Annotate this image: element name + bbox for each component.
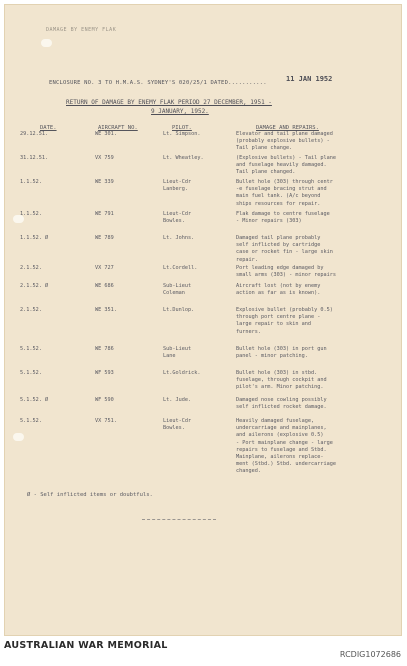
row-aircraft: VX 727 — [95, 265, 114, 271]
row-pilot: Bowles. — [163, 218, 185, 225]
row-damage: action as far as is known). — [236, 290, 321, 297]
row-date: 2.1.52. Ø — [20, 283, 49, 289]
row-damage: self inflicted rocket damage. — [236, 404, 327, 411]
row-pilot: Lanberg. — [163, 186, 188, 193]
row-damage: Explosive bullet (probably 0.5) — [236, 307, 333, 313]
row-damage: Bullet hole (303) in stbd. — [236, 370, 318, 376]
enclosure-line: ENCLOSURE NO. 3 TO H.M.A.S. SYDNEY'S 020/25/1 DATED........... — [49, 80, 267, 86]
row-date: 5.1.52. — [20, 370, 42, 376]
faded-header-stamp: DAMAGE BY ENEMY FLAK — [46, 27, 117, 33]
row-damage: Heavily damaged fuselage, — [236, 418, 315, 424]
row-pilot: Lt.Cordell. — [163, 265, 198, 271]
row-damage: Damaged tail plane probably — [236, 235, 321, 241]
row-damage: main fuel tank. (A/c beyond — [236, 193, 321, 200]
footnote: Ø - Self inflicted items or doubtfuls. — [27, 492, 153, 498]
row-damage: -e fuselage bracing strut and — [236, 186, 327, 193]
row-pilot: Lt. Jude. — [163, 397, 192, 403]
punch-hole — [41, 39, 52, 47]
row-aircraft: WE 791 — [95, 211, 114, 217]
row-damage: Port leading edge damaged by — [236, 265, 324, 271]
row-damage: repair. — [236, 256, 258, 263]
row-pilot: Lieut-Cdr — [163, 179, 192, 185]
row-damage: repairs to fuselage and Stbd. — [236, 446, 327, 453]
document-title: RETURN OF DAMAGE BY ENEMY FLAK PERIOD 27 DECEMBER, 1951 - — [66, 99, 272, 106]
row-date: 2.1.52. — [20, 265, 42, 271]
row-damage: Tail plane changed. — [236, 169, 296, 176]
row-damage: Mainplane, ailerons replace- — [236, 454, 324, 460]
document-title-continued: 9 JANUARY, 1952. — [151, 108, 209, 115]
row-date: 1.1.52. — [20, 211, 42, 217]
row-date: 2.1.52. — [20, 307, 42, 313]
row-pilot: Lane — [163, 353, 176, 360]
row-pilot: Sub-Lieut — [163, 346, 192, 352]
row-aircraft: WF 590 — [95, 397, 114, 403]
row-aircraft: WE 339 — [95, 179, 114, 185]
row-aircraft: WE 351. — [95, 307, 117, 313]
row-pilot: Sub-Lieut — [163, 283, 192, 289]
row-pilot: Lt.Dunlop. — [163, 307, 195, 313]
row-pilot: Lieut-Cdr — [163, 418, 192, 424]
row-damage: Flak damage to centre fuselage — [236, 211, 330, 217]
row-damage: Elevator and tail plane damaged — [236, 131, 333, 137]
row-damage: large repair to skin and — [236, 321, 311, 328]
row-damage: pilot's arm. Minor patching. — [236, 384, 324, 391]
row-damage: (probably explosive bullets) - — [236, 138, 330, 145]
row-damage: - Minor repairs (303) — [236, 218, 302, 225]
row-pilot: Lieut-Cdr — [163, 211, 192, 217]
row-damage: changed. — [236, 468, 261, 475]
row-damage: - Port mainplane change - large — [236, 439, 333, 446]
row-damage: small arms (303) - minor repairs — [236, 272, 336, 279]
row-damage: self inflicted by cartridge — [236, 242, 321, 249]
row-date: 29.12.51. — [20, 131, 49, 137]
punch-hole — [13, 433, 24, 441]
date-stamp: 11 JAN 1952 — [286, 75, 333, 83]
record-id: RCDIG1072686 — [339, 650, 401, 659]
end-rule — [142, 519, 216, 520]
row-damage: undercarriage and mainplanes, — [236, 425, 327, 432]
column-header-aircraft: AIRCRAFT NO. — [98, 125, 138, 131]
row-damage: case or rocket fin - large skin — [236, 249, 333, 256]
row-damage: Bullet hole (303) through centr — [236, 179, 333, 185]
row-damage: panel - minor patching. — [236, 353, 308, 360]
row-aircraft: VX 751. — [95, 418, 117, 424]
row-pilot: Coleman — [163, 290, 185, 297]
row-date: 1.1.52. — [20, 179, 42, 185]
row-aircraft: WE 786 — [95, 346, 114, 352]
row-pilot: Bowles. — [163, 425, 185, 432]
column-header-date: DATE. — [40, 125, 57, 131]
row-pilot: Lt. Wheatley. — [163, 155, 204, 161]
row-damage: fuselage, through cockpit and — [236, 377, 327, 384]
row-pilot: Lt. Johns. — [163, 235, 195, 241]
row-damage: (Explosive bullets) - Tail plane — [236, 155, 336, 161]
row-aircraft: WE 789 — [95, 235, 114, 241]
column-header-damage: DAMAGE AND REPAIRS. — [256, 125, 319, 131]
row-aircraft: VX 759 — [95, 155, 114, 161]
row-aircraft: WF 593 — [95, 370, 114, 376]
row-date: 31.12.51. — [20, 155, 49, 161]
row-damage: Tail plane change. — [236, 145, 293, 152]
row-damage: Bullet hole (303) in port gun — [236, 346, 327, 352]
column-header-pilot: PILOT. — [172, 125, 192, 131]
row-damage: and ailerons (explosive 0.5) — [236, 432, 324, 439]
row-pilot: Lt. Simpson. — [163, 131, 201, 137]
row-date: 5.1.52. — [20, 346, 42, 352]
row-damage: ment (Stbd.) Stbd. undercarriage — [236, 461, 336, 468]
row-damage: ships resources for repair. — [236, 200, 321, 207]
row-damage: and fuselage heavily damaged. — [236, 162, 327, 169]
archive-credit: AUSTRALIAN WAR MEMORIAL — [4, 640, 168, 651]
row-date: 1.1.52. Ø — [20, 235, 49, 241]
row-date: 5.1.52. Ø — [20, 397, 49, 403]
row-aircraft: WE 301. — [95, 131, 117, 137]
row-damage: Damaged nose cowling possibly — [236, 397, 327, 403]
row-damage: furners. — [236, 328, 261, 335]
row-date: 5.1.52. — [20, 418, 42, 424]
row-damage: through port centre plane - — [236, 314, 321, 321]
row-pilot: Lt.Goldrick. — [163, 370, 201, 376]
row-damage: Aircraft lost (not by enemy — [236, 283, 321, 289]
row-aircraft: WE 686 — [95, 283, 114, 289]
